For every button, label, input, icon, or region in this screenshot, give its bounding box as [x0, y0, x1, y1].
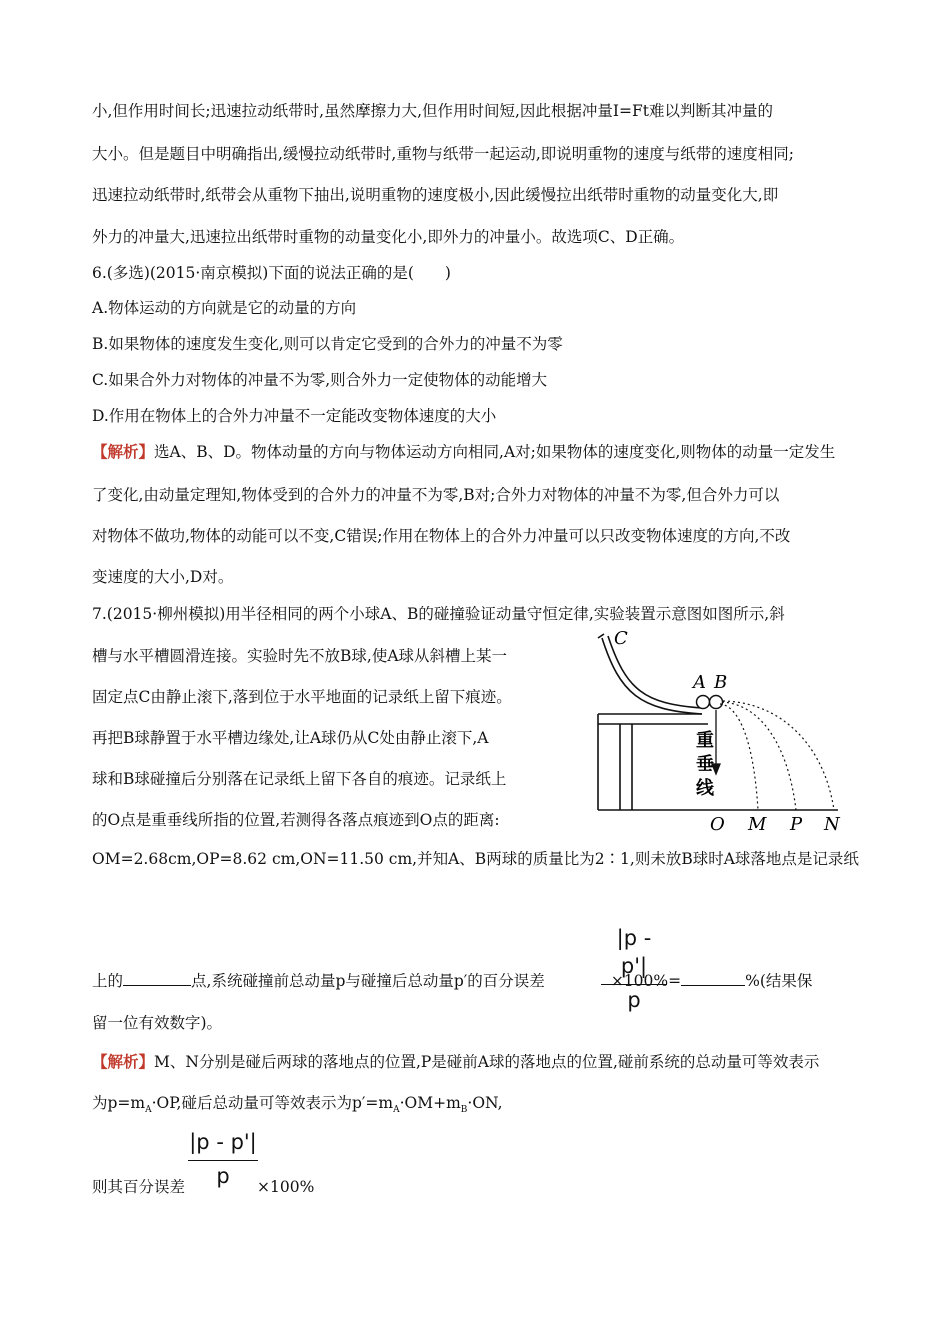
- label-b: B: [714, 672, 728, 693]
- chute-inner-edge: [602, 638, 702, 714]
- q7-line-2: 槽与水平槽圆滑连接。实验时先不放B球,使A球从斜槽上某一: [92, 647, 508, 665]
- answer-blank-2[interactable]: [681, 971, 745, 986]
- label-p: P: [790, 814, 803, 835]
- para-top-line-3: 迅速拉动纸带时,纸带会从重物下抽出,说明重物的速度极小,因此缓慢拉出纸带时重物的动量变化大,即: [92, 186, 779, 204]
- label-a: A: [693, 672, 706, 693]
- label-m: M: [748, 814, 767, 835]
- q7-line-8: 上的 点,系统碰撞前总动量p与碰撞后总动量p′的百分误差 ×100%= %(结果保: [92, 972, 813, 990]
- label-plumb-2: 垂: [696, 754, 714, 775]
- label-c: C: [614, 628, 628, 649]
- q7-solution-tag: 【解析】: [92, 1052, 155, 1071]
- fraction-numerator: |p - p'|: [616, 926, 652, 978]
- collision-apparatus-diagram: [590, 624, 860, 838]
- para-top-line-1: 小,但作用时间长;迅速拉动纸带时,虽然摩擦力大,但作用时间短,因此根据冲量I=Ft难以判断其冲量的: [92, 102, 774, 120]
- q7-solution-line-1: 【解析】M、N分别是碰后两球的落地点的位置,P是碰前A球的落地点的位置,碰前系统的总动量可等效表示: [92, 1052, 820, 1071]
- q7-line-6: 的O点是重垂线所指的位置,若测得各落点痕迹到O点的距离:: [92, 811, 500, 829]
- trajectory-to-m: [720, 704, 758, 810]
- q6-solution-line-3: 对物体不做功,物体的动能可以不变,C错误;作用在物体上的合外力冲量可以只改变物体速度的方向,不改: [92, 527, 791, 545]
- q6-solution-tag: 【解析】: [92, 442, 155, 461]
- q6-option-a: A.物体运动的方向就是它的动量的方向: [92, 299, 357, 317]
- q6-stem: 6.(多选)(2015·南京模拟)下面的说法正确的是( ): [92, 264, 451, 282]
- label-plumb-1: 重: [696, 730, 714, 751]
- q6-solution-line-4: 变速度的大小,D对。: [92, 568, 234, 586]
- q6-option-b: B.如果物体的速度发生变化,则可以肯定它受到的合外力的冲量不为零: [92, 335, 563, 353]
- q7-line-5: 球和B球碰撞后分别落在记录纸上留下各自的痕迹。记录纸上: [92, 770, 507, 788]
- solution-fraction-denominator: p: [216, 1164, 230, 1188]
- percent-error-fraction: [601, 924, 667, 1015]
- q7-line-9: 留一位有效数字)。: [92, 1014, 223, 1032]
- q7-solution-line-2: 为$p=m_A\cdot OP$,碰后总动量可等效表示为$p'=m_A\cdot OM+m_B\cdot ON$,: [92, 1094, 503, 1116]
- ball-a: [697, 696, 710, 709]
- solution-fraction-numerator: |p - p'|: [189, 1130, 257, 1154]
- label-n: N: [824, 814, 840, 835]
- q6-solution-line-1: 【解析】选A、B、D。物体动量的方向与物体运动方向相同,A对;如果物体的速度变化,则物体的动量一定发生: [92, 442, 836, 461]
- para-top-line-2: 大小。但是题目中明确指出,缓慢拉动纸带时,重物与纸带一起运动,即说明重物的速度与纸带的速度相同;: [92, 145, 795, 163]
- fraction-denominator: p: [627, 988, 641, 1012]
- para-top-line-4: 外力的冲量大,迅速拉出纸带时重物的动量变化小,即外力的冲量小。故选项C、D正确。: [92, 228, 685, 246]
- label-o: O: [710, 814, 725, 835]
- q7-line-3: 固定点C由静止滚下,落到位于水平地面的记录纸上留下痕迹。: [92, 688, 512, 706]
- chute-stopper: [598, 634, 604, 638]
- trajectory-to-p: [722, 702, 796, 810]
- q6-solution-line-2: 了变化,由动量定理知,物体受到的合外力的冲量不为零,B对;合外力对物体的冲量不为零,但合外力可以: [92, 486, 780, 504]
- q7-line-4: 再把B球静置于水平槽边缘处,让A球仍从C处由静止滚下,A: [92, 729, 489, 747]
- q7-line-7: OM=2.68cm,OP=8.62 cm,ON=11.50 cm,并知A、B两球的质量比为2∶1,则未放B球时A球落地点是记录纸: [92, 850, 859, 868]
- label-plumb-3: 线: [696, 778, 714, 799]
- answer-blank-1[interactable]: [123, 971, 191, 986]
- q6-option-c: C.如果合外力对物体的冲量不为零,则合外力一定使物体的动能增大: [92, 371, 548, 389]
- ball-b: [710, 696, 723, 709]
- q7-line-1: 7.(2015·柳州模拟)用半径相同的两个小球A、B的碰撞验证动量守恒定律,实验装置示意图如图所示,斜: [92, 605, 785, 623]
- q6-option-d: D.作用在物体上的合外力冲量不一定能改变物体速度的大小: [92, 407, 497, 425]
- q7-solution-line-3: 则其百分误差 ×100%: [92, 1178, 315, 1196]
- trajectory-to-n: [723, 701, 834, 810]
